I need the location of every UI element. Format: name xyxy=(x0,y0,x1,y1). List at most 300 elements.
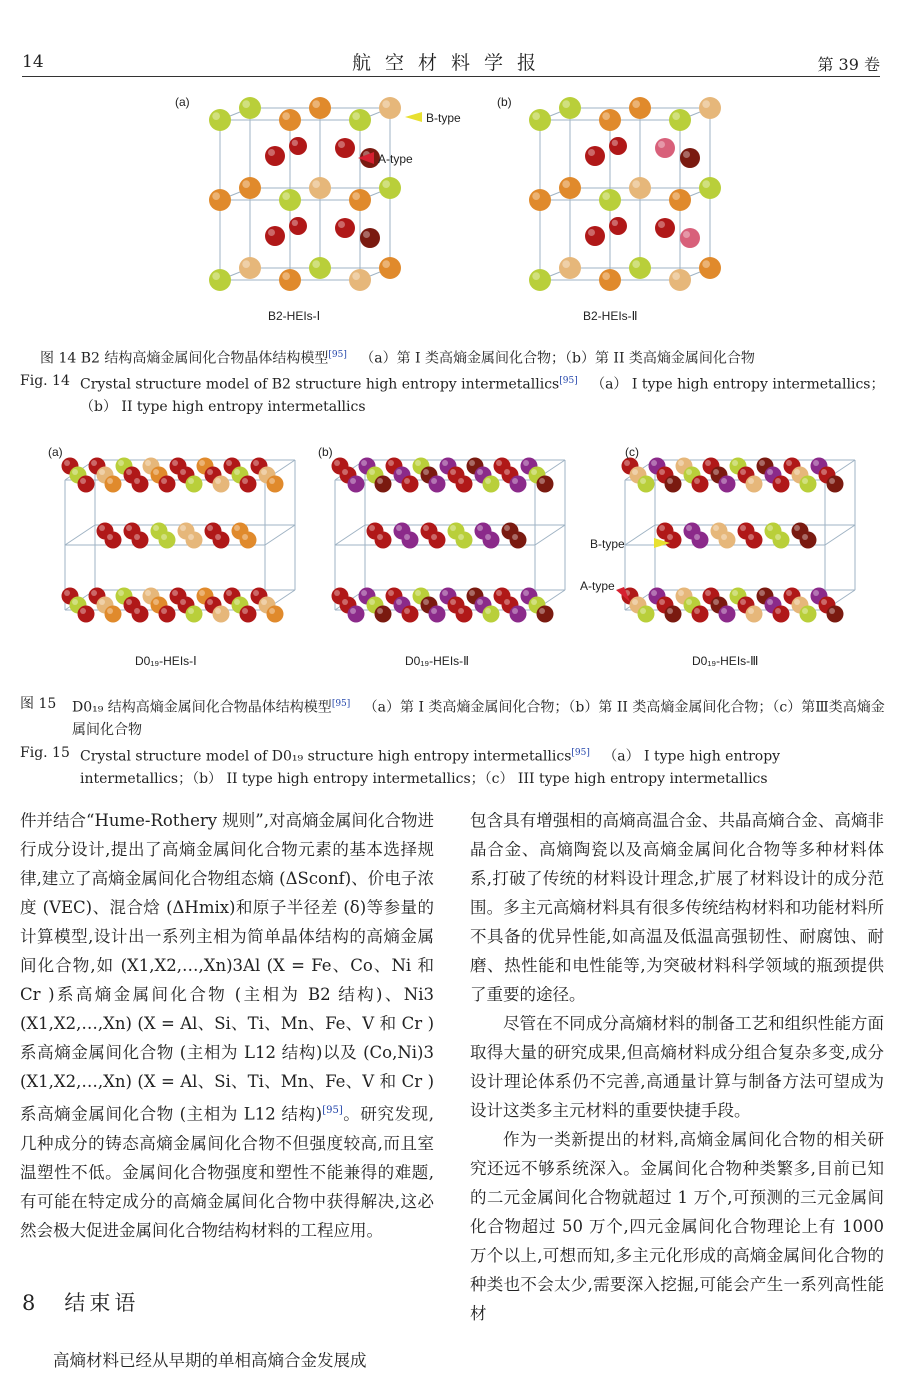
atom-highlight xyxy=(312,180,320,188)
fig14-sub-b: B2-HEIs-Ⅱ xyxy=(583,309,638,323)
fig15-sub-a: D0₁₉-HEIs-Ⅰ xyxy=(135,654,197,668)
fig15-caption-cn xyxy=(20,693,886,741)
atom-highlight xyxy=(667,534,673,540)
atom-highlight xyxy=(153,525,159,531)
atom xyxy=(402,606,419,623)
lattice-line xyxy=(825,525,855,545)
fig14-caption-en-text: Crystal structure model of B2 structure high entropy intermetallics xyxy=(80,376,560,393)
atom-highlight xyxy=(632,260,640,268)
atom xyxy=(699,177,721,199)
atom xyxy=(240,476,257,493)
atom-highlight xyxy=(632,599,638,605)
atom-highlight xyxy=(242,100,250,108)
atom-highlight xyxy=(672,272,680,280)
atom xyxy=(510,532,527,549)
atom-highlight xyxy=(226,460,232,466)
atom-highlight xyxy=(683,231,690,238)
atom-highlight xyxy=(531,599,537,605)
atom-highlight xyxy=(678,590,684,596)
right-column xyxy=(470,806,884,1328)
atom-highlight xyxy=(632,469,638,475)
atom-highlight xyxy=(767,469,773,475)
atom-highlight xyxy=(431,608,437,614)
atom xyxy=(309,177,331,199)
fig15-panel-a-label: (a) xyxy=(48,445,63,459)
atom-highlight xyxy=(396,599,402,605)
atom-highlight xyxy=(813,460,819,466)
atom-highlight xyxy=(686,469,692,475)
atom-highlight xyxy=(721,478,727,484)
atom xyxy=(692,476,709,493)
atom-highlight xyxy=(612,220,618,226)
atom-highlight xyxy=(72,469,78,475)
fig15-panel-c-label: (c) xyxy=(625,445,639,459)
atom xyxy=(132,476,149,493)
atom-highlight xyxy=(512,608,518,614)
fig14-caption-en-tail: （a） I type high entropy intermetallics；（b） II type high entropy intermetallics xyxy=(80,376,885,415)
atom-highlight xyxy=(377,478,383,484)
atom-highlight xyxy=(458,608,464,614)
atom-highlight xyxy=(80,478,86,484)
atom xyxy=(510,606,527,623)
left-paragraph-1 xyxy=(20,806,434,1245)
atom-highlight xyxy=(352,112,360,120)
atom-highlight xyxy=(713,525,719,531)
atom-highlight xyxy=(512,534,518,540)
fig14-caption-cn-label: 图 14 xyxy=(40,350,77,367)
fig14-b-type-label: B-type xyxy=(426,111,461,125)
atom-highlight xyxy=(802,608,808,614)
atom-highlight xyxy=(683,151,690,158)
atom-highlight xyxy=(404,478,410,484)
atom-highlight xyxy=(350,478,356,484)
atom-highlight xyxy=(458,534,464,540)
atom xyxy=(209,109,231,131)
left-paragraph-1-text: 件并结合“Hume-Rothery 规则”,对高熵金属间化合物进行成分设计,提出了高熵金属间化合物元素的基本选择规律,建立了高熵金属间化合物组态熵 (ΔSconf)、价电子浓度 (VEC)、混合焓 (ΔHmix)和原子半径差 (δ)等参量的计算模型,设计出一系列主相为简单晶体结构的高熵金属间化合物,如 (X1,X2,…,Xn)3Al (X = Fe、Co、Ni 和 Cr )系高熵金属间化合物 (主相为 B2 结构)、Ni3 (X1,X2,…,Xn) (X = Al、Si、Ti、Mn、Fe、V 和 Cr )系高熵金属间化合物 (主相为 L12 结构)以及 (Co,Ni)3 (X1,X2,…,Xn) (X = Al、Si、Ti、Mn、Fe、V 和 Cr )系高熵金属间化合物 (主相为 L12 结构) xyxy=(20,811,434,1124)
atom xyxy=(213,606,230,623)
atom-highlight xyxy=(180,525,186,531)
atom-highlight xyxy=(732,590,738,596)
atom xyxy=(800,532,817,549)
atom xyxy=(375,606,392,623)
atom-highlight xyxy=(118,590,124,596)
atom-highlight xyxy=(269,608,275,614)
atom-highlight xyxy=(562,180,570,188)
atom-highlight xyxy=(813,590,819,596)
atom xyxy=(669,269,691,291)
fig14-caption-en xyxy=(20,370,886,418)
atom-highlight xyxy=(352,272,360,280)
atom xyxy=(699,257,721,279)
atom-highlight xyxy=(786,590,792,596)
atom-highlight xyxy=(485,608,491,614)
atom-highlight xyxy=(504,599,510,605)
atom-highlight xyxy=(118,460,124,466)
atom xyxy=(773,606,790,623)
left-column-tail xyxy=(20,1346,434,1375)
atom xyxy=(186,606,203,623)
atom xyxy=(669,189,691,211)
atom-highlight xyxy=(64,460,70,466)
atom xyxy=(827,606,844,623)
atom xyxy=(629,97,651,119)
atom-highlight xyxy=(702,180,710,188)
atom-highlight xyxy=(794,599,800,605)
journal-title: 航空材料学报 xyxy=(351,52,550,74)
figure-14 xyxy=(160,88,740,328)
atom-highlight xyxy=(404,608,410,614)
atom-highlight xyxy=(361,590,367,596)
atom-highlight xyxy=(126,469,132,475)
atom-highlight xyxy=(602,272,610,280)
atom-highlight xyxy=(775,478,781,484)
atom xyxy=(585,146,605,166)
atom-highlight xyxy=(496,590,502,596)
atom xyxy=(375,476,392,493)
atom-highlight xyxy=(161,608,167,614)
atom-highlight xyxy=(199,590,205,596)
atom-highlight xyxy=(107,608,113,614)
atom-highlight xyxy=(821,469,827,475)
atom-highlight xyxy=(199,460,205,466)
atom-highlight xyxy=(485,534,491,540)
atom xyxy=(239,257,261,279)
atom-highlight xyxy=(338,221,345,228)
atom xyxy=(209,189,231,211)
atom-highlight xyxy=(242,180,250,188)
atom-highlight xyxy=(442,590,448,596)
right-paragraph-2: 尽管在不同成分高熵材料的制备工艺和组织性能方面取得大量的研究成果,但高熵材料成分组合复杂多变,成分设计理论体系仍不完善,高通量计算与制备方法可望成为设计这类多主元材料的重要快捷手段。 xyxy=(470,1014,884,1120)
atom xyxy=(800,606,817,623)
atom-highlight xyxy=(382,260,390,268)
atom xyxy=(719,606,736,623)
atom-highlight xyxy=(207,469,213,475)
fig14-caption-en-ref: [95] xyxy=(559,376,578,386)
atom-highlight xyxy=(659,469,665,475)
right-paragraph-1: 包含具有增强相的高熵高温合金、共晶高熵合金、高熵非晶合金、高熵陶瓷以及高熵金属间化合物等多种材料体系,打破了传统的材料设计理念,扩展了材料设计的成分范围。多主元高熵材料具有很多传统结构材料和功能材料所不具备的优异性能,如高温及低温高强韧性、耐腐蚀、耐磨、热性能和电性能等,为突破材料科学领域的瓶颈提供了重要的途径。 xyxy=(470,811,884,1004)
atom xyxy=(529,109,551,131)
atom xyxy=(349,189,371,211)
atom xyxy=(680,228,700,248)
atom xyxy=(680,148,700,168)
atom-highlight xyxy=(404,534,410,540)
atom xyxy=(78,606,95,623)
atom xyxy=(559,177,581,199)
atom-highlight xyxy=(188,534,194,540)
atom-highlight xyxy=(713,599,719,605)
atom-highlight xyxy=(382,100,390,108)
atom xyxy=(309,257,331,279)
atom-highlight xyxy=(188,478,194,484)
atom-highlight xyxy=(632,100,640,108)
atom xyxy=(773,532,790,549)
atom xyxy=(349,269,371,291)
atom-highlight xyxy=(640,478,646,484)
atom-highlight xyxy=(732,460,738,466)
atom-highlight xyxy=(415,590,421,596)
atom-highlight xyxy=(651,590,657,596)
atom xyxy=(348,476,365,493)
atom-highlight xyxy=(153,599,159,605)
atom-highlight xyxy=(694,478,700,484)
atom xyxy=(159,606,176,623)
atom xyxy=(483,606,500,623)
atom-highlight xyxy=(212,272,220,280)
atom-highlight xyxy=(91,460,97,466)
atom xyxy=(537,606,554,623)
atom-highlight xyxy=(469,460,475,466)
atom xyxy=(609,217,627,235)
atom xyxy=(827,476,844,493)
atom xyxy=(599,109,621,131)
atom xyxy=(265,146,285,166)
atom-highlight xyxy=(686,525,692,531)
atom xyxy=(699,97,721,119)
atom-highlight xyxy=(361,460,367,466)
volume-label: 第 39 卷 xyxy=(817,55,880,74)
atom-highlight xyxy=(207,525,213,531)
atom-highlight xyxy=(450,599,456,605)
atom-highlight xyxy=(705,590,711,596)
atom xyxy=(719,476,736,493)
fig15-caption-en-label: Fig. 15 xyxy=(20,745,70,761)
atom-highlight xyxy=(775,534,781,540)
atom-highlight xyxy=(172,460,178,466)
atom xyxy=(609,137,627,155)
atom-highlight xyxy=(678,460,684,466)
atom xyxy=(429,476,446,493)
atom xyxy=(213,476,230,493)
atom xyxy=(692,532,709,549)
atom-highlight xyxy=(794,469,800,475)
atom-highlight xyxy=(234,525,240,531)
atom-highlight xyxy=(261,599,267,605)
atom-highlight xyxy=(539,608,545,614)
atom-highlight xyxy=(721,608,727,614)
atom-highlight xyxy=(242,478,248,484)
figure-14-image xyxy=(160,88,740,328)
atom-highlight xyxy=(382,180,390,188)
atom-highlight xyxy=(740,469,746,475)
atom-highlight xyxy=(672,112,680,120)
atom xyxy=(655,138,675,158)
atom-highlight xyxy=(651,460,657,466)
atom-highlight xyxy=(442,460,448,466)
b-type-arrow xyxy=(405,112,422,122)
atom xyxy=(186,532,203,549)
atom-highlight xyxy=(99,469,105,475)
atom xyxy=(159,476,176,493)
right-paragraph-3: 作为一类新提出的材料,高熵金属间化合物的相关研究还远不够系统深入。金属间化合物种类繁多,目前已知的二元金属间化合物就超过 1 万个,可预测的三元金属间化合物超过 50 万个,四元金属间化合物理论上有 1000 万个以上,可想而知,多主元化形成的高熵金属间化合物的种类也不会太少,需要深入挖掘,可能会产生一系列高性能材 xyxy=(470,1130,884,1323)
atom xyxy=(379,177,401,199)
atom-highlight xyxy=(350,608,356,614)
atom-highlight xyxy=(126,525,132,531)
atom-highlight xyxy=(268,149,275,156)
atom-highlight xyxy=(477,469,483,475)
atom xyxy=(209,269,231,291)
atom-highlight xyxy=(672,192,680,200)
atom-highlight xyxy=(532,112,540,120)
atom-highlight xyxy=(80,608,86,614)
atom-highlight xyxy=(802,478,808,484)
atom xyxy=(375,532,392,549)
atom xyxy=(746,476,763,493)
atom-highlight xyxy=(659,599,665,605)
atom-highlight xyxy=(740,525,746,531)
fig14-a-type-label: A-type xyxy=(378,152,413,166)
atom xyxy=(529,189,551,211)
atom xyxy=(719,532,736,549)
atom xyxy=(240,532,257,549)
atom-highlight xyxy=(282,272,290,280)
atom-highlight xyxy=(504,469,510,475)
atom-highlight xyxy=(658,221,665,228)
atom xyxy=(629,257,651,279)
atom-highlight xyxy=(415,460,421,466)
atom-highlight xyxy=(562,100,570,108)
atom xyxy=(429,532,446,549)
fig15-caption-cn-text: D0₁₉ 结构高熵金属间化合物晶体结构模型 xyxy=(72,699,332,716)
atom-highlight xyxy=(767,599,773,605)
atom xyxy=(159,532,176,549)
atom xyxy=(105,532,122,549)
atom-highlight xyxy=(588,229,595,236)
atom xyxy=(239,177,261,199)
atom-highlight xyxy=(369,525,375,531)
atom-highlight xyxy=(531,469,537,475)
atom-highlight xyxy=(450,525,456,531)
atom-highlight xyxy=(282,192,290,200)
atom-highlight xyxy=(469,590,475,596)
atom xyxy=(456,606,473,623)
atom-highlight xyxy=(338,141,345,148)
atom xyxy=(267,476,284,493)
atom-highlight xyxy=(686,599,692,605)
atom xyxy=(289,137,307,155)
atom-highlight xyxy=(342,469,348,475)
fig15-caption-en-ref: [95] xyxy=(571,748,590,758)
atom-highlight xyxy=(268,229,275,236)
atom-highlight xyxy=(215,608,221,614)
atom-highlight xyxy=(234,469,240,475)
atom-highlight xyxy=(388,460,394,466)
atom-highlight xyxy=(721,534,727,540)
atom xyxy=(529,269,551,291)
atom-highlight xyxy=(363,231,370,238)
atom xyxy=(105,606,122,623)
atom xyxy=(348,606,365,623)
atom-highlight xyxy=(261,469,267,475)
fig14-sub-a: B2-HEIs-Ⅰ xyxy=(268,309,321,323)
atom-highlight xyxy=(496,460,502,466)
fig15-caption-en xyxy=(20,742,886,790)
figure-15 xyxy=(40,440,870,675)
atom xyxy=(239,97,261,119)
atom-highlight xyxy=(242,534,248,540)
atom-highlight xyxy=(588,149,595,156)
fig15-caption-en-text: Crystal structure model of D0₁₉ structure high entropy intermetallics xyxy=(80,748,572,765)
atom xyxy=(638,476,655,493)
atom-highlight xyxy=(134,608,140,614)
atom xyxy=(335,138,355,158)
atom-highlight xyxy=(253,590,259,596)
atom xyxy=(429,606,446,623)
atom-highlight xyxy=(450,469,456,475)
atom xyxy=(483,532,500,549)
atom-highlight xyxy=(713,469,719,475)
atom-highlight xyxy=(134,478,140,484)
atom-highlight xyxy=(562,260,570,268)
lattice-line xyxy=(65,525,95,545)
atom xyxy=(599,189,621,211)
atom-highlight xyxy=(342,599,348,605)
atom xyxy=(655,218,675,238)
atom-highlight xyxy=(292,220,298,226)
atom xyxy=(665,532,682,549)
atom-highlight xyxy=(312,100,320,108)
atom-highlight xyxy=(107,478,113,484)
atom-highlight xyxy=(624,460,630,466)
atom-highlight xyxy=(145,460,151,466)
figure-15-image xyxy=(40,440,870,675)
atom-highlight xyxy=(759,460,765,466)
atom-highlight xyxy=(821,599,827,605)
fig15-b-type-label: B-type xyxy=(590,537,625,551)
fig15-a-type-label: A-type xyxy=(580,579,615,593)
atom-highlight xyxy=(126,599,132,605)
fig15-sub-c: D0₁₉-HEIs-Ⅲ xyxy=(692,654,759,668)
atom-highlight xyxy=(212,192,220,200)
atom xyxy=(483,476,500,493)
atom-highlight xyxy=(694,534,700,540)
fig14-caption-ref: [95] xyxy=(328,350,347,360)
atom xyxy=(267,606,284,623)
fig14-caption-cn-tail: （a）第 I 类高熵金属间化合物；（b）第 II 类高熵金属间化合物 xyxy=(360,350,755,367)
atom xyxy=(279,269,301,291)
lattice-line xyxy=(625,525,655,545)
atom xyxy=(537,476,554,493)
atom-highlight xyxy=(485,478,491,484)
atom xyxy=(379,257,401,279)
left-paragraph-1-ref: [95] xyxy=(322,1105,343,1116)
atom-highlight xyxy=(377,608,383,614)
atom xyxy=(279,109,301,131)
atom-highlight xyxy=(748,534,754,540)
atom-highlight xyxy=(786,460,792,466)
atom xyxy=(800,476,817,493)
fig15-panel-b-label: (b) xyxy=(318,445,333,459)
atom-highlight xyxy=(705,460,711,466)
atom xyxy=(746,606,763,623)
atom-highlight xyxy=(242,260,250,268)
page-number: 14 xyxy=(22,52,44,72)
atom xyxy=(213,532,230,549)
atom-highlight xyxy=(180,599,186,605)
atom xyxy=(78,476,95,493)
atom-highlight xyxy=(161,534,167,540)
atom-highlight xyxy=(188,608,194,614)
fig15-caption-en-tail: （a） I type high entropy intermetallics；（b） II type high entropy intermetallics；（c） III type high entropy intermetallics xyxy=(80,748,781,787)
lattice-line xyxy=(265,525,295,545)
fig15-caption-cn-tail: （a）第 I 类高熵金属间化合物；（b）第 II 类高熵金属间化合物；（c）第Ⅲ类高熵金属间化合物 xyxy=(72,699,885,738)
atom-highlight xyxy=(269,478,275,484)
atom xyxy=(360,228,380,248)
fig14-panel-b-label: (b) xyxy=(497,95,512,109)
atom-highlight xyxy=(658,141,665,148)
atom xyxy=(335,218,355,238)
atom xyxy=(456,532,473,549)
atom-highlight xyxy=(748,478,754,484)
